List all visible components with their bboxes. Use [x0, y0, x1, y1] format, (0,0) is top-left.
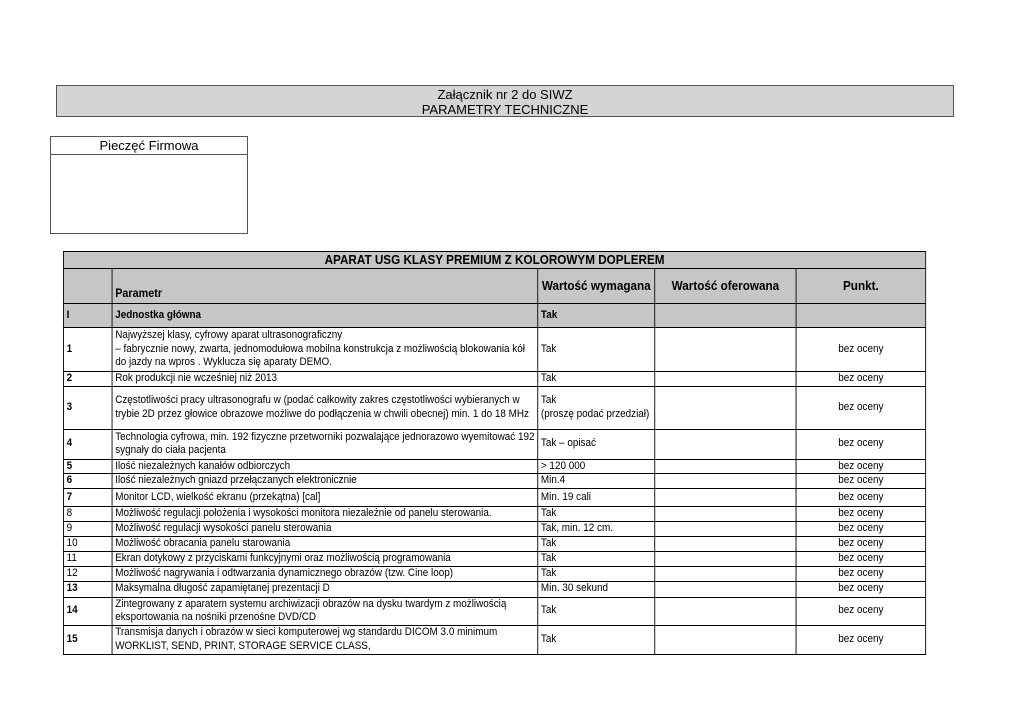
row-offered-input[interactable] — [655, 625, 796, 654]
section-required: Tak — [538, 304, 655, 328]
table-row — [63, 489, 925, 507]
row-no: 5 — [63, 459, 112, 474]
table-row — [63, 581, 925, 597]
annex-title: Załącznik nr 2 do SIWZ — [437, 87, 573, 102]
row-points: bez oceny — [796, 581, 926, 597]
row-required: Tak — [538, 328, 655, 372]
row-points: bez oceny — [796, 566, 926, 581]
table-row — [63, 386, 925, 429]
row-points: bez oceny — [796, 386, 926, 429]
row-points: bez oceny — [796, 459, 926, 474]
col-no — [63, 269, 112, 304]
row-no: 6 — [63, 474, 112, 489]
row-points: bez oceny — [796, 521, 926, 536]
row-offered-input[interactable] — [655, 507, 796, 522]
col-points: Punkt. — [796, 269, 926, 304]
row-required: > 120 000 — [538, 459, 655, 474]
row-points: bez oceny — [796, 489, 926, 507]
row-required: Min. 30 sekund — [538, 581, 655, 597]
row-offered-input[interactable] — [655, 328, 796, 372]
row-offered-input[interactable] — [655, 536, 796, 551]
table-row — [63, 328, 925, 372]
row-no: 1 — [63, 328, 112, 372]
table-row — [63, 429, 925, 459]
row-param: Rok produkcji nie wcześniej niż 2013 — [112, 372, 538, 387]
row-required: Tak — [538, 597, 655, 625]
table-row — [63, 597, 925, 625]
row-points: bez oceny — [796, 625, 926, 654]
row-offered-input[interactable] — [655, 581, 796, 597]
row-points: bez oceny — [796, 536, 926, 551]
row-points: bez oceny — [796, 551, 926, 566]
col-offered: Wartość oferowana — [655, 269, 796, 304]
table-row — [63, 536, 925, 551]
row-no: 14 — [63, 597, 112, 625]
doc-subtitle: PARAMETRY TECHNICZNE — [421, 102, 589, 117]
row-param: Zintegrowany z aparatem systemu archiwizacji obrazów na dysku twardym z możliwością eksportowania na nośniki przenośne DVD/CD — [112, 597, 538, 625]
row-required: Tak — [538, 566, 655, 581]
row-no: 2 — [63, 372, 112, 387]
col-required: Wartość wymagana — [538, 269, 655, 304]
row-offered-input[interactable] — [655, 597, 796, 625]
row-param: Częstotliwości pracy ultrasonografu w (podać całkowity zakres częstotliwości wybieranych w trybie 2D przez głowice obrazowe możliwe do podłączenia w chwili obecnej) min. 1 do 18 MHz — [112, 386, 538, 429]
row-points: bez oceny — [796, 474, 926, 489]
row-required: Tak — [538, 551, 655, 566]
row-points: bez oceny — [796, 372, 926, 387]
row-no: 4 — [63, 429, 112, 459]
table-row — [63, 507, 925, 522]
section-offered — [655, 304, 796, 328]
row-no: 7 — [63, 489, 112, 507]
table-row — [63, 551, 925, 566]
row-required: Tak — [538, 507, 655, 522]
row-offered-input[interactable] — [655, 372, 796, 387]
row-no: 9 — [63, 521, 112, 536]
row-points: bez oceny — [796, 507, 926, 522]
row-no: 15 — [63, 625, 112, 654]
table-row — [63, 372, 925, 387]
row-param: Możliwość obracania panelu starowania — [112, 536, 538, 551]
document-header — [56, 85, 954, 117]
row-param: Monitor LCD, wielkość ekranu (przekątna) [cal] — [112, 489, 538, 507]
spec-table — [63, 251, 926, 655]
row-param: Maksymalna długość zapamiętanej prezentacji D — [112, 581, 538, 597]
section-name: Jednostka główna — [112, 304, 538, 328]
row-required: Tak — [538, 536, 655, 551]
row-offered-input[interactable] — [655, 551, 796, 566]
row-param: Możliwość regulacji położenia i wysokości monitora niezależnie od panelu sterowania. — [112, 507, 538, 522]
row-offered-input[interactable] — [655, 489, 796, 507]
row-required: Min.4 — [538, 474, 655, 489]
row-param: Ekran dotykowy z przyciskami funkcyjnymi oraz możliwością programowania — [112, 551, 538, 566]
row-no: 3 — [63, 386, 112, 429]
table-row — [63, 566, 925, 581]
row-param: Transmisja danych i obrazów w sieci komputerowej wg standardu DICOM 3.0 minimum WORKLIST, SEND, PRINT, STORAGE SERVICE CLASS, — [112, 625, 538, 654]
row-param: Ilość niezależnych gniazd przełączanych elektronicznie — [112, 474, 538, 489]
row-points: bez oceny — [796, 597, 926, 625]
row-no: 10 — [63, 536, 112, 551]
row-param: Możliwość nagrywania i odtwarzania dynamicznego obrazów (tzw. Cine loop) — [112, 566, 538, 581]
row-required: Tak — [538, 625, 655, 654]
row-required: Tak (proszę podać przedział) — [538, 386, 655, 429]
section-points — [796, 304, 926, 328]
row-no: 11 — [63, 551, 112, 566]
row-offered-input[interactable] — [655, 386, 796, 429]
row-offered-input[interactable] — [655, 429, 796, 459]
row-required: Tak – opisać — [538, 429, 655, 459]
row-param: Technologia cyfrowa, min. 192 fizyczne przetworniki pozwalające jednorazowo wyemitować 192 sygnały do ciała pacjenta — [112, 429, 538, 459]
row-param: Możliwość regulacji wysokości panelu sterowania — [112, 521, 538, 536]
row-offered-input[interactable] — [655, 459, 796, 474]
row-offered-input[interactable] — [655, 474, 796, 489]
row-param: Ilość niezależnych kanałów odbiorczych — [112, 459, 538, 474]
row-required: Tak, min. 12 cm. — [538, 521, 655, 536]
row-param: Najwyższej klasy, cyfrowy aparat ultrasonograficzny – fabrycznie nowy, zwarta, jednomodułowa mobilna konstrukcja z możliwością blokowania kół do jazdy na wpros . Wyklucza się aparaty DEMO. — [112, 328, 538, 372]
col-parametr: Parametr — [112, 269, 538, 304]
row-required: Tak — [538, 372, 655, 387]
table-row — [63, 625, 925, 654]
section-no: I — [63, 304, 112, 328]
row-no: 12 — [63, 566, 112, 581]
table-row — [63, 459, 925, 474]
row-offered-input[interactable] — [655, 566, 796, 581]
row-no: 13 — [63, 581, 112, 597]
row-points: bez oceny — [796, 429, 926, 459]
table-row — [63, 474, 925, 489]
row-points: bez oceny — [796, 328, 926, 372]
company-stamp-box — [50, 136, 248, 234]
row-required: Min. 19 cali — [538, 489, 655, 507]
row-no: 8 — [63, 507, 112, 522]
stamp-title: Pieczęć Firmowa — [51, 137, 247, 155]
row-offered-input[interactable] — [655, 521, 796, 536]
table-row — [63, 521, 925, 536]
table-title: APARAT USG KLASY PREMIUM Z KOLOROWYM DOPLEREM — [63, 252, 925, 269]
